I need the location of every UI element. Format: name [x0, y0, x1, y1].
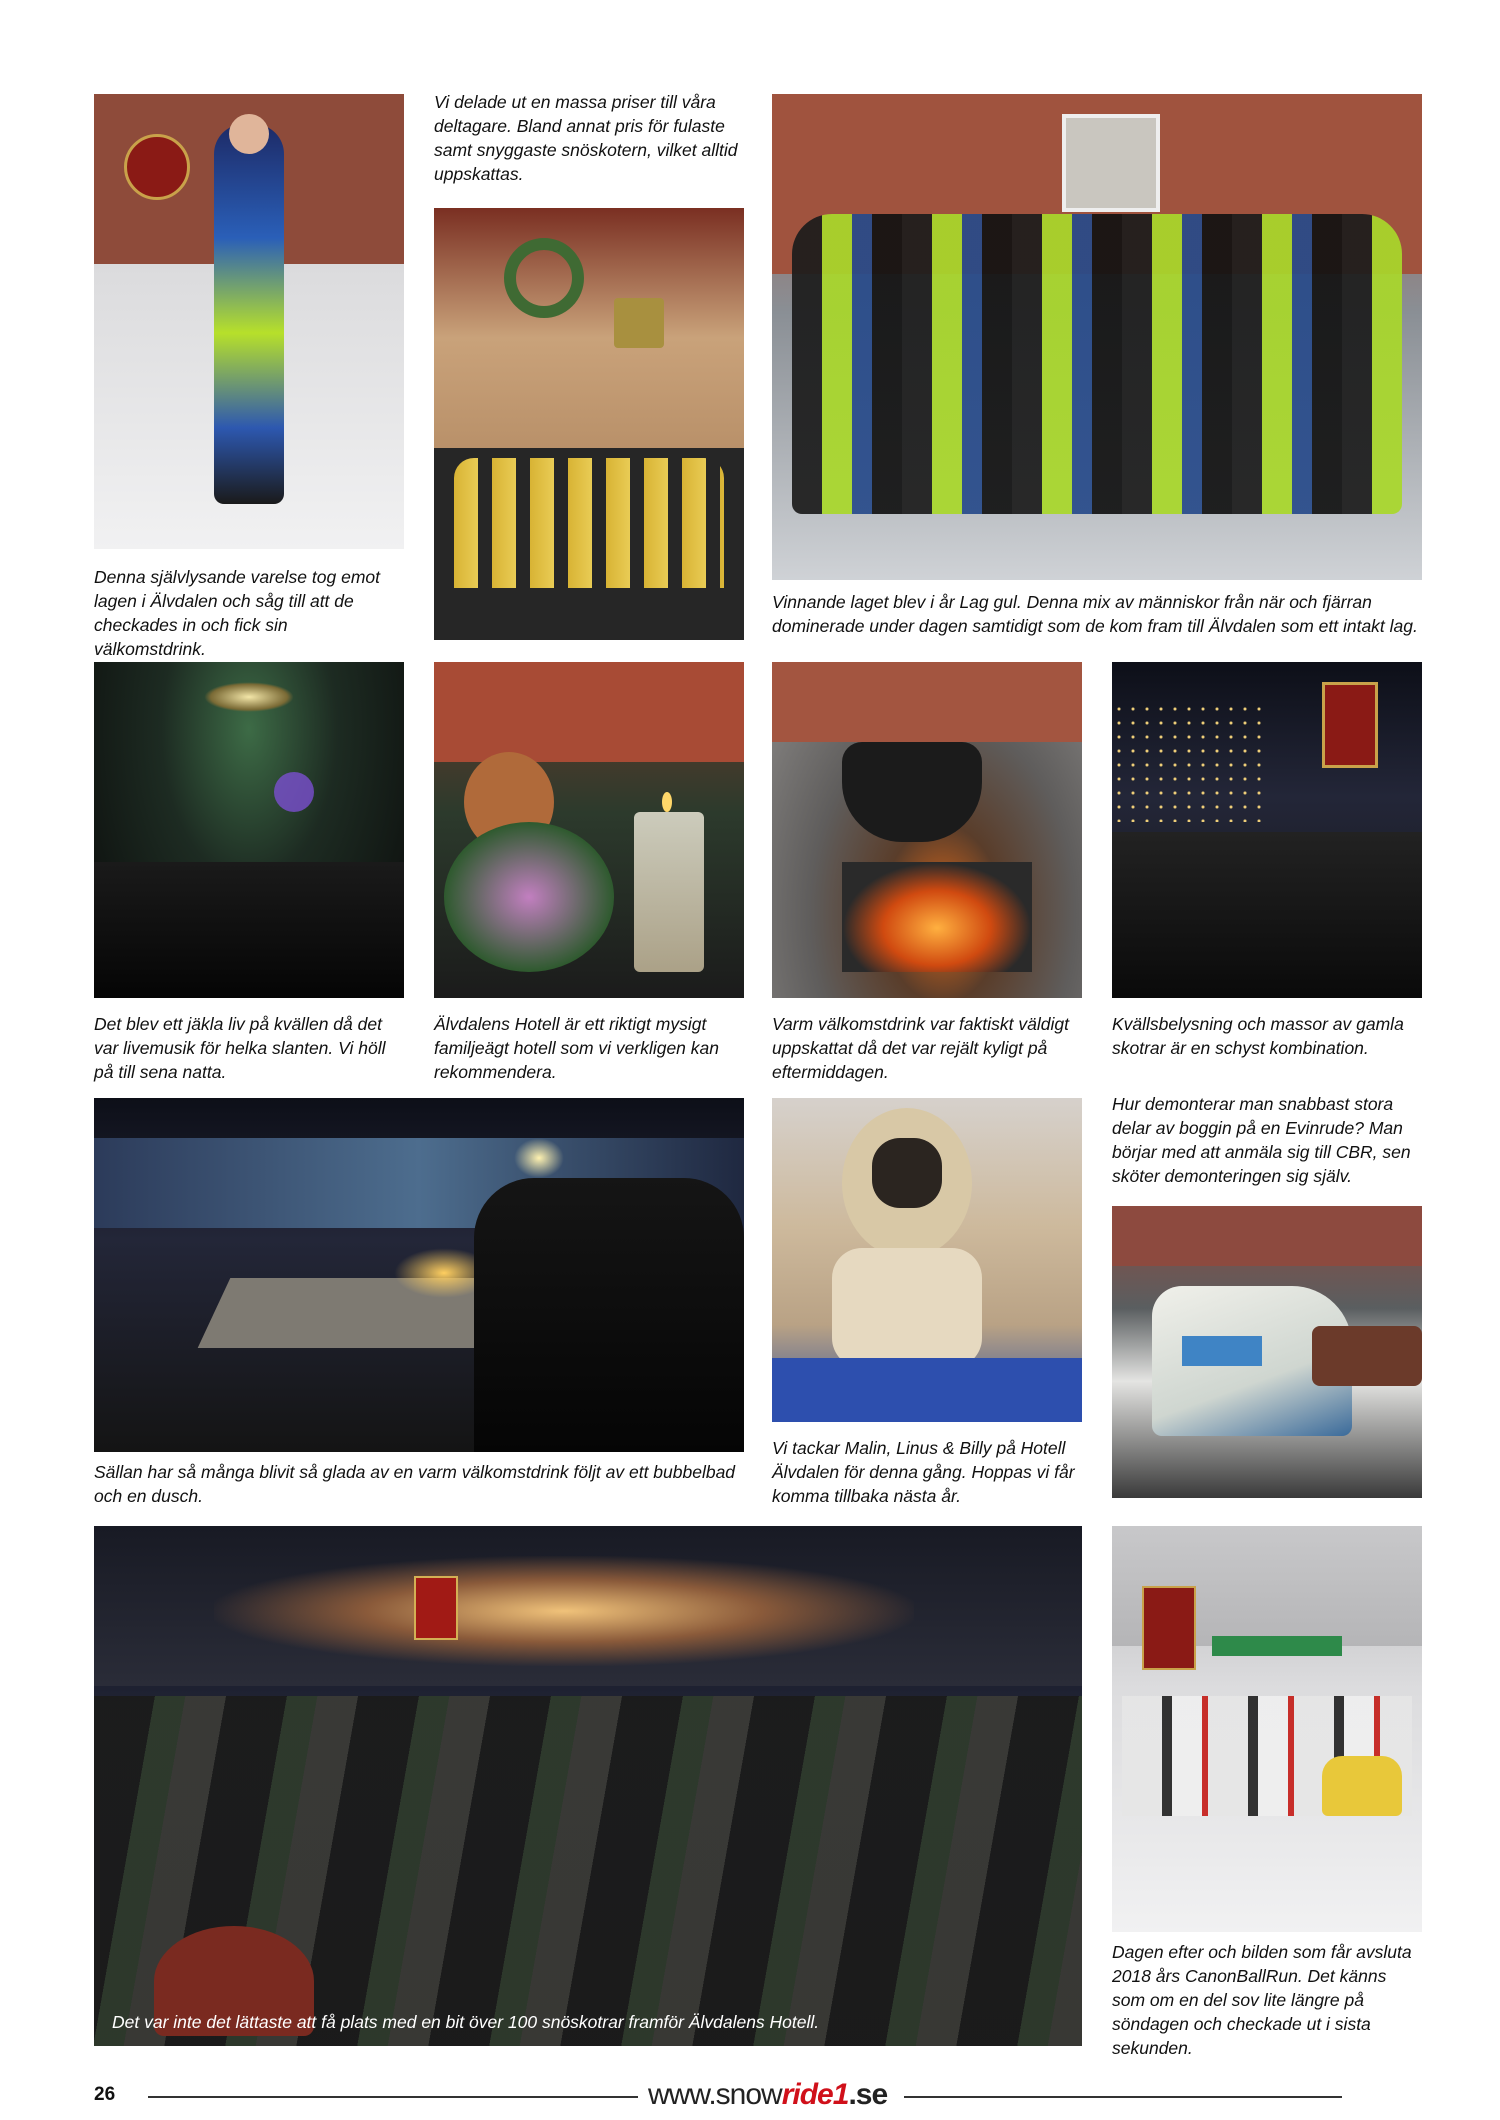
photo-evinrude	[1112, 1206, 1422, 1498]
photo-day-after	[1112, 1526, 1422, 1932]
caption-day-after: Dagen efter och bilden som får avsluta 2018 års CanonBallRun. Det känns som om en del sov lite längre på söndagen och checkade ut i sista sekunden.	[1112, 1942, 1412, 2058]
caption-hotel-candle: Älvdalens Hotell är ett riktigt mysigt familjeägt hotell som vi verkligen kan rekommendera.	[434, 1014, 719, 1082]
photo-hotel-candle	[434, 662, 744, 998]
caption-prizes: Vi delade ut en massa priser till våra deltagare. Bland annat pris för fulaste samt snyggaste snöskotern, vilket alltid uppskattas.	[434, 92, 738, 184]
caption-welcome-drink-bar: Sällan har så många blivit så glada av en varm välkomstdrink följt av ett bubbelbad och en dusch.	[94, 1462, 736, 1506]
photo-live-music	[94, 662, 404, 998]
photo-welcome-drink-bar	[94, 1098, 744, 1452]
caption-campfire: Varm välkomstdrink var faktiskt väldigt uppskattat då det var rejält kyligt på eftermiddagen.	[772, 1014, 1069, 1082]
photo-snowmobiles-hotel	[94, 1526, 1082, 2046]
caption-pug: Vi tackar Malin, Linus & Billy på Hotell Älvdalen för denna gång. Hoppas vi får komma tillbaka nästa år.	[772, 1438, 1075, 1506]
footer-rule-right	[904, 2096, 1342, 2098]
caption-live-music: Det blev ett jäkla liv på kvällen då det var livemusik för helka slanten. Vi höll på till sena natta.	[94, 1014, 386, 1082]
footer-logo-ride: ride1	[781, 2078, 849, 2111]
footer-logo-tld: .se	[848, 2078, 888, 2111]
footer-rule-left	[148, 2096, 638, 2098]
photo-campfire	[772, 662, 1082, 998]
caption-winning-team: Vinnande laget blev i år Lag gul. Denna mix av människor från när och fjärran dominerade under dagen samtidigt som de kom fram till Älvdalen som ett intakt lag.	[772, 592, 1418, 636]
caption-evening-lights: Kvällsbelysning och massor av gamla skotrar är en schyst kombination.	[1112, 1014, 1404, 1058]
caption-greeter: Denna självlysande varelse tog emot lagen i Älvdalen och såg till att de checkades in och fick sin välkomstdrink.	[94, 567, 380, 659]
photo-evening-lights	[1112, 662, 1422, 998]
photo-trophies	[434, 208, 744, 640]
caption-evinrude: Hur demonterar man snabbast stora delar av boggin på en Evinrude? Man börjar med att anmäla sig till CBR, sen sköter demonteringen sig själv.	[1112, 1094, 1411, 1186]
footer-logo-www: www.snow	[648, 2078, 782, 2111]
footer-logo	[648, 2078, 887, 2112]
photo-winning-team	[772, 94, 1422, 580]
photo-pug	[772, 1098, 1082, 1422]
page-number: 26	[94, 2084, 116, 2105]
photo-greeter	[94, 94, 404, 549]
caption-snowmobiles-hotel: Det var inte det lättaste att få plats med en bit över 100 snöskotrar framför Älvdalens Hotell.	[112, 2012, 820, 2032]
